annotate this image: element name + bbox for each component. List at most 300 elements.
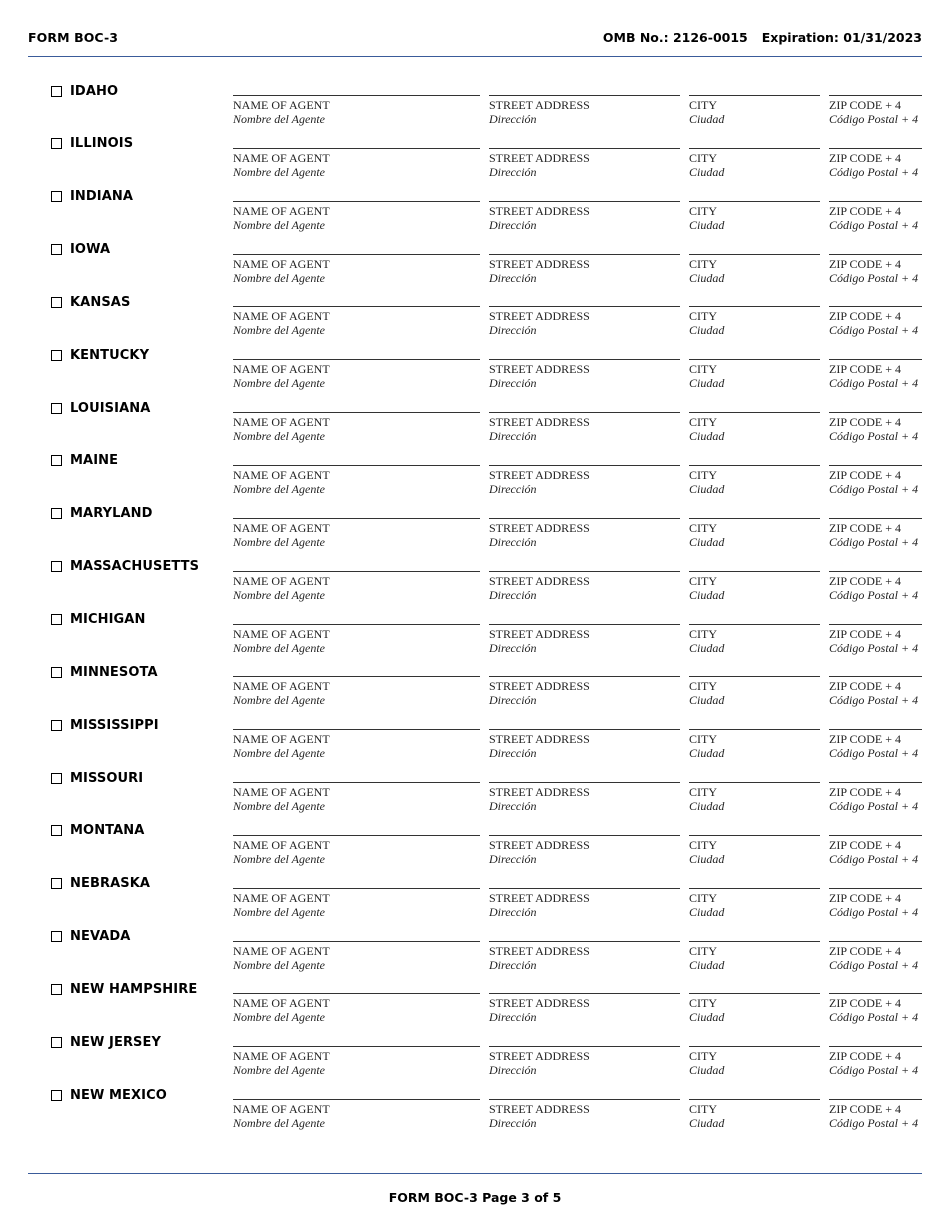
city-field-label: CITY <box>689 467 717 482</box>
agent-name-field-label-spanish: Nombre del Agente <box>233 112 325 126</box>
city-field-input-line[interactable] <box>689 95 820 96</box>
state-row <box>0 506 950 558</box>
zip-code-field <box>829 729 922 760</box>
agent-name-field <box>233 835 480 866</box>
city-field-label-spanish: Ciudad <box>689 323 725 338</box>
zip-code-field-label-spanish: Código Postal + 4 <box>829 640 919 655</box>
agent-name-field-input-line[interactable] <box>233 993 480 994</box>
state-row <box>0 189 950 241</box>
state-checkbox[interactable] <box>51 931 62 942</box>
state-name-label: NEVADA <box>70 929 131 945</box>
city-field-label-spanish: Ciudad <box>689 587 725 602</box>
zip-code-field-label-spanish: Código Postal + 4 <box>829 164 919 179</box>
street-address-field-label: STREET ADDRESS <box>489 415 590 430</box>
city-field-input-line[interactable] <box>689 941 820 942</box>
zip-code-field-label: ZIP CODE + 4 <box>829 256 901 271</box>
street-address-field-label-spanish: Dirección <box>489 957 537 972</box>
agent-name-field-label: NAME OF AGENT <box>233 150 330 165</box>
state-name-label: KENTUCKY <box>70 347 150 363</box>
street-address-field <box>489 412 680 443</box>
agent-name-field-label-spanish: Nombre del Agente <box>233 1063 325 1078</box>
expiration-date: Expiration: 01/31/2023 <box>761 30 922 45</box>
city-field <box>689 571 820 602</box>
zip-code-field-label-spanish: Código Postal + 4 <box>829 429 919 444</box>
zip-code-field-input-line[interactable] <box>829 306 922 307</box>
city-field-input-line[interactable] <box>689 254 820 255</box>
street-address-field <box>489 941 680 972</box>
state-checkbox[interactable] <box>51 297 62 308</box>
agent-name-field-label-spanish: Nombre del Agente <box>233 904 325 919</box>
city-field-input-line[interactable] <box>689 201 820 202</box>
agent-name-field-input-line[interactable] <box>233 254 480 255</box>
state-row <box>0 136 950 188</box>
agent-name-field <box>233 359 480 390</box>
street-address-field-input-line[interactable] <box>489 571 680 572</box>
state-checkbox[interactable] <box>51 720 62 731</box>
street-address-field-input-line[interactable] <box>489 148 680 149</box>
agent-name-field-input-line[interactable] <box>233 676 480 677</box>
city-field-label-spanish: Ciudad <box>689 693 725 708</box>
street-address-field-label-spanish: Dirección <box>489 799 537 814</box>
agent-name-field-label-spanish: Nombre del Agente <box>233 164 325 179</box>
city-field-label: CITY <box>689 309 717 324</box>
zip-code-field-label: ZIP CODE + 4 <box>829 890 901 905</box>
street-address-field-input-line[interactable] <box>489 1046 680 1047</box>
city-field-input-line[interactable] <box>689 306 820 307</box>
zip-code-field <box>829 465 922 496</box>
state-name-label: MONTANA <box>70 823 145 839</box>
zip-code-field-label-spanish: Código Postal + 4 <box>829 1116 919 1131</box>
agent-name-field-label-spanish: Nombre del Agente <box>233 640 325 655</box>
street-address-field <box>489 835 680 866</box>
state-checkbox[interactable] <box>51 984 62 995</box>
city-field <box>689 729 820 760</box>
agent-name-field-label: NAME OF AGENT <box>233 520 330 535</box>
city-field-label-spanish: Ciudad <box>689 429 725 444</box>
state-name-label: MARYLAND <box>70 506 153 522</box>
city-field-label-spanish: Ciudad <box>689 217 725 232</box>
street-address-field-label-spanish: Dirección <box>489 376 537 391</box>
street-address-field-input-line[interactable] <box>489 412 680 413</box>
state-row <box>0 612 950 664</box>
agent-name-field-label-spanish: Nombre del Agente <box>233 587 325 602</box>
agent-name-field-input-line[interactable] <box>233 95 480 96</box>
street-address-field-input-line[interactable] <box>489 835 680 836</box>
zip-code-field-input-line[interactable] <box>829 624 922 625</box>
agent-name-field-input-line[interactable] <box>233 624 480 625</box>
zip-code-field-input-line[interactable] <box>829 888 922 889</box>
agent-name-field-label: NAME OF AGENT <box>233 890 330 905</box>
agent-name-field-input-line[interactable] <box>233 201 480 202</box>
state-option[interactable] <box>51 136 133 152</box>
city-field-input-line[interactable] <box>689 1046 820 1047</box>
state-option[interactable] <box>51 664 158 680</box>
zip-code-field <box>829 571 922 602</box>
state-option[interactable] <box>51 242 110 258</box>
state-checkbox[interactable] <box>51 403 62 414</box>
city-field <box>689 888 820 919</box>
city-field-input-line[interactable] <box>689 624 820 625</box>
state-checkbox[interactable] <box>51 773 62 784</box>
street-address-field-input-line[interactable] <box>489 888 680 889</box>
zip-code-field-label-spanish: Código Postal + 4 <box>829 693 919 708</box>
state-checkbox[interactable] <box>51 561 62 572</box>
page-footer: FORM BOC-3 Page 3 of 5 <box>388 1190 562 1205</box>
street-address-field-input-line[interactable] <box>489 1099 680 1100</box>
agent-name-field-label: NAME OF AGENT <box>233 256 330 271</box>
agent-name-field-input-line[interactable] <box>233 518 480 519</box>
city-field-label: CITY <box>689 1049 717 1064</box>
state-checkbox[interactable] <box>51 614 62 625</box>
city-field-input-line[interactable] <box>689 888 820 889</box>
street-address-field <box>489 571 680 602</box>
state-checkbox[interactable] <box>51 350 62 361</box>
state-option[interactable] <box>51 1087 167 1103</box>
street-address-field-label-spanish: Dirección <box>489 534 537 549</box>
agent-name-field <box>233 306 480 337</box>
agent-name-field-label: NAME OF AGENT <box>233 1049 330 1064</box>
state-checkbox[interactable] <box>51 825 62 836</box>
state-option[interactable] <box>51 506 153 522</box>
state-row <box>0 1087 950 1139</box>
zip-code-field-input-line[interactable] <box>829 782 922 783</box>
zip-code-field-label-spanish: Código Postal + 4 <box>829 957 919 972</box>
city-field-input-line[interactable] <box>689 729 820 730</box>
street-address-field-input-line[interactable] <box>489 518 680 519</box>
zip-code-field-input-line[interactable] <box>829 993 922 994</box>
street-address-field-input-line[interactable] <box>489 254 680 255</box>
state-option[interactable] <box>51 189 133 205</box>
city-field-label: CITY <box>689 732 717 747</box>
agent-name-field-label: NAME OF AGENT <box>233 467 330 482</box>
city-field-label: CITY <box>689 626 717 641</box>
street-address-field <box>489 1099 680 1130</box>
agent-name-field-label: NAME OF AGENT <box>233 309 330 324</box>
city-field-input-line[interactable] <box>689 993 820 994</box>
agent-name-field-label-spanish: Nombre del Agente <box>233 746 325 761</box>
zip-code-field-input-line[interactable] <box>829 676 922 677</box>
zip-code-field <box>829 624 922 655</box>
state-option[interactable] <box>51 1034 161 1050</box>
city-field-label: CITY <box>689 996 717 1011</box>
state-name-label: MISSISSIPPI <box>70 717 159 733</box>
zip-code-field-input-line[interactable] <box>829 201 922 202</box>
agent-name-field <box>233 95 480 126</box>
agent-name-field-label: NAME OF AGENT <box>233 996 330 1011</box>
city-field-label-spanish: Ciudad <box>689 1116 725 1131</box>
city-field-label-spanish: Ciudad <box>689 904 725 919</box>
city-field-label: CITY <box>689 415 717 430</box>
agent-name-field-label: NAME OF AGENT <box>233 837 330 852</box>
zip-code-field <box>829 1099 922 1130</box>
street-address-field-label-spanish: Dirección <box>489 851 537 866</box>
street-address-field-label: STREET ADDRESS <box>489 203 590 218</box>
state-row <box>0 664 950 716</box>
agent-name-field-input-line[interactable] <box>233 412 480 413</box>
agent-name-field-input-line[interactable] <box>233 306 480 307</box>
agent-name-field <box>233 782 480 813</box>
agent-name-field-input-line[interactable] <box>233 729 480 730</box>
agent-name-field-label-spanish: Nombre del Agente <box>233 851 325 866</box>
zip-code-field-input-line[interactable] <box>829 359 922 360</box>
city-field <box>689 1099 820 1130</box>
state-option[interactable] <box>51 823 144 839</box>
zip-code-field-input-line[interactable] <box>829 518 922 519</box>
state-name-label: INDIANA <box>70 189 134 205</box>
street-address-field-input-line[interactable] <box>489 201 680 202</box>
state-name-label: NEW HAMPSHIRE <box>70 981 198 997</box>
city-field-input-line[interactable] <box>689 676 820 677</box>
street-address-field-label: STREET ADDRESS <box>489 626 590 641</box>
city-field-label: CITY <box>689 98 717 112</box>
city-field-label: CITY <box>689 203 717 218</box>
agent-name-field <box>233 148 480 179</box>
state-option[interactable] <box>51 400 150 416</box>
state-row <box>0 876 950 928</box>
street-address-field-label-spanish: Dirección <box>489 1010 537 1025</box>
zip-code-field <box>829 993 922 1024</box>
state-option[interactable] <box>51 717 159 733</box>
street-address-field-label: STREET ADDRESS <box>489 256 590 271</box>
agent-name-field-label: NAME OF AGENT <box>233 785 330 800</box>
agent-name-field-input-line[interactable] <box>233 888 480 889</box>
agent-name-field-label: NAME OF AGENT <box>233 573 330 588</box>
zip-code-field <box>829 254 922 285</box>
agent-name-field-input-line[interactable] <box>233 1099 480 1100</box>
agent-name-field-input-line[interactable] <box>233 782 480 783</box>
state-checkbox[interactable] <box>51 191 62 202</box>
agent-name-field-label-spanish: Nombre del Agente <box>233 957 325 972</box>
street-address-field-label: STREET ADDRESS <box>489 467 590 482</box>
street-address-field-label-spanish: Dirección <box>489 904 537 919</box>
street-address-field-label: STREET ADDRESS <box>489 309 590 324</box>
city-field-label-spanish: Ciudad <box>689 746 725 761</box>
zip-code-field <box>829 95 922 126</box>
street-address-field-input-line[interactable] <box>489 95 680 96</box>
street-address-field-input-line[interactable] <box>489 359 680 360</box>
agent-name-field-input-line[interactable] <box>233 148 480 149</box>
zip-code-field-label-spanish: Código Postal + 4 <box>829 1063 919 1078</box>
agent-name-field <box>233 1046 480 1077</box>
state-name-label: KANSAS <box>70 294 131 310</box>
street-address-field-label: STREET ADDRESS <box>489 573 590 588</box>
state-name-label: LOUISIANA <box>70 400 151 416</box>
state-checkbox[interactable] <box>51 1037 62 1048</box>
street-address-field-input-line[interactable] <box>489 676 680 677</box>
zip-code-field <box>829 676 922 707</box>
city-field-input-line[interactable] <box>689 518 820 519</box>
state-option[interactable] <box>51 770 143 786</box>
street-address-field <box>489 148 680 179</box>
agent-name-field-input-line[interactable] <box>233 941 480 942</box>
state-checkbox[interactable] <box>51 508 62 519</box>
state-checkbox[interactable] <box>51 455 62 466</box>
city-field <box>689 1046 820 1077</box>
state-checkbox[interactable] <box>51 86 62 97</box>
agent-name-field-label-spanish: Nombre del Agente <box>233 323 325 338</box>
street-address-field-input-line[interactable] <box>489 465 680 466</box>
state-name-label: MAINE <box>70 453 119 469</box>
street-address-field-label-spanish: Dirección <box>489 481 537 496</box>
city-field-input-line[interactable] <box>689 1099 820 1100</box>
agent-name-field <box>233 518 480 549</box>
zip-code-field-label: ZIP CODE + 4 <box>829 1102 901 1117</box>
city-field-input-line[interactable] <box>689 359 820 360</box>
state-option[interactable] <box>51 83 118 99</box>
zip-code-field <box>829 835 922 866</box>
zip-code-field-input-line[interactable] <box>829 465 922 466</box>
state-name-label: NEW JERSEY <box>70 1034 162 1050</box>
state-option[interactable] <box>51 347 149 363</box>
city-field-input-line[interactable] <box>689 465 820 466</box>
street-address-field <box>489 306 680 337</box>
agent-name-field-input-line[interactable] <box>233 359 480 360</box>
agent-name-field-input-line[interactable] <box>233 835 480 836</box>
state-row <box>0 294 950 346</box>
state-row <box>0 770 950 822</box>
agent-name-field-label: NAME OF AGENT <box>233 943 330 958</box>
state-option[interactable] <box>51 876 150 892</box>
agent-name-field-label: NAME OF AGENT <box>233 679 330 694</box>
agent-name-field-input-line[interactable] <box>233 571 480 572</box>
state-option[interactable] <box>51 929 130 945</box>
zip-code-field-label: ZIP CODE + 4 <box>829 1049 901 1064</box>
state-name-label: NEBRASKA <box>70 876 151 892</box>
agent-name-field <box>233 254 480 285</box>
agent-name-field-label: NAME OF AGENT <box>233 626 330 641</box>
state-name-label: MISSOURI <box>70 770 144 786</box>
zip-code-field-input-line[interactable] <box>829 729 922 730</box>
street-address-field <box>489 676 680 707</box>
state-name-label: IOWA <box>70 242 111 258</box>
city-field-label: CITY <box>689 150 717 165</box>
state-row <box>0 1034 950 1086</box>
zip-code-field-label-spanish: Código Postal + 4 <box>829 534 919 549</box>
zip-code-field-input-line[interactable] <box>829 148 922 149</box>
agent-name-field <box>233 941 480 972</box>
zip-code-field-label: ZIP CODE + 4 <box>829 98 901 112</box>
state-checkbox[interactable] <box>51 244 62 255</box>
zip-code-field-input-line[interactable] <box>829 1099 922 1100</box>
city-field <box>689 254 820 285</box>
state-option[interactable] <box>51 612 145 628</box>
zip-code-field-label: ZIP CODE + 4 <box>829 943 901 958</box>
city-field-label: CITY <box>689 1102 717 1117</box>
state-checkbox[interactable] <box>51 667 62 678</box>
zip-code-field <box>829 941 922 972</box>
zip-code-field-label-spanish: Código Postal + 4 <box>829 851 919 866</box>
street-address-field-label-spanish: Dirección <box>489 1063 537 1078</box>
agent-name-field-label-spanish: Nombre del Agente <box>233 481 325 496</box>
state-checkbox[interactable] <box>51 1090 62 1101</box>
zip-code-field-label: ZIP CODE + 4 <box>829 467 901 482</box>
agent-name-field-label-spanish: Nombre del Agente <box>233 376 325 391</box>
agent-name-field-input-line[interactable] <box>233 465 480 466</box>
street-address-field-input-line[interactable] <box>489 624 680 625</box>
agent-name-field <box>233 571 480 602</box>
city-field <box>689 95 820 126</box>
agent-name-field <box>233 624 480 655</box>
agent-name-field-label-spanish: Nombre del Agente <box>233 429 325 444</box>
state-option[interactable] <box>51 294 130 310</box>
city-field-input-line[interactable] <box>689 571 820 572</box>
zip-code-field-input-line[interactable] <box>829 1046 922 1047</box>
zip-code-field-input-line[interactable] <box>829 941 922 942</box>
city-field-input-line[interactable] <box>689 412 820 413</box>
zip-code-field-label-spanish: Código Postal + 4 <box>829 746 919 761</box>
state-row <box>0 453 950 505</box>
state-row <box>0 400 950 452</box>
street-address-field <box>489 729 680 760</box>
agent-name-field-input-line[interactable] <box>233 1046 480 1047</box>
city-field-input-line[interactable] <box>689 148 820 149</box>
street-address-field-input-line[interactable] <box>489 782 680 783</box>
street-address-field-label: STREET ADDRESS <box>489 732 590 747</box>
city-field-label-spanish: Ciudad <box>689 799 725 814</box>
zip-code-field-label-spanish: Código Postal + 4 <box>829 1010 919 1025</box>
city-field-input-line[interactable] <box>689 835 820 836</box>
street-address-field-label-spanish: Dirección <box>489 429 537 444</box>
omb-info <box>603 30 922 45</box>
zip-code-field-label-spanish: Código Postal + 4 <box>829 587 919 602</box>
zip-code-field-label-spanish: Código Postal + 4 <box>829 481 919 496</box>
street-address-field-label: STREET ADDRESS <box>489 837 590 852</box>
street-address-field <box>489 95 680 126</box>
street-address-field-label: STREET ADDRESS <box>489 890 590 905</box>
state-checkbox[interactable] <box>51 878 62 889</box>
city-field <box>689 518 820 549</box>
street-address-field-input-line[interactable] <box>489 993 680 994</box>
street-address-field <box>489 888 680 919</box>
zip-code-field <box>829 518 922 549</box>
street-address-field-label: STREET ADDRESS <box>489 679 590 694</box>
city-field-input-line[interactable] <box>689 782 820 783</box>
street-address-field-input-line[interactable] <box>489 941 680 942</box>
state-row <box>0 83 950 135</box>
state-name-label: IDAHO <box>70 83 119 99</box>
zip-code-field-input-line[interactable] <box>829 254 922 255</box>
zip-code-field-input-line[interactable] <box>829 571 922 572</box>
city-field-label-spanish: Ciudad <box>689 112 725 126</box>
state-option[interactable] <box>51 453 118 469</box>
agent-name-field-label: NAME OF AGENT <box>233 362 330 377</box>
street-address-field-input-line[interactable] <box>489 729 680 730</box>
state-name-label: MICHIGAN <box>70 612 146 627</box>
city-field-label-spanish: Ciudad <box>689 640 725 655</box>
state-option[interactable] <box>51 559 199 575</box>
city-field-label: CITY <box>689 362 717 377</box>
street-address-field-input-line[interactable] <box>489 306 680 307</box>
zip-code-field-label: ZIP CODE + 4 <box>829 362 901 377</box>
city-field <box>689 201 820 232</box>
zip-code-field-input-line[interactable] <box>829 95 922 96</box>
state-option[interactable] <box>51 981 197 997</box>
city-field-label: CITY <box>689 256 717 271</box>
zip-code-field-input-line[interactable] <box>829 412 922 413</box>
city-field <box>689 941 820 972</box>
city-field-label: CITY <box>689 837 717 852</box>
zip-code-field-input-line[interactable] <box>829 835 922 836</box>
zip-code-field <box>829 306 922 337</box>
street-address-field-label: STREET ADDRESS <box>489 362 590 377</box>
street-address-field-label: STREET ADDRESS <box>489 943 590 958</box>
city-field <box>689 782 820 813</box>
zip-code-field <box>829 412 922 443</box>
zip-code-field <box>829 888 922 919</box>
zip-code-field-label: ZIP CODE + 4 <box>829 573 901 588</box>
street-address-field-label: STREET ADDRESS <box>489 98 590 112</box>
state-checkbox[interactable] <box>51 138 62 149</box>
